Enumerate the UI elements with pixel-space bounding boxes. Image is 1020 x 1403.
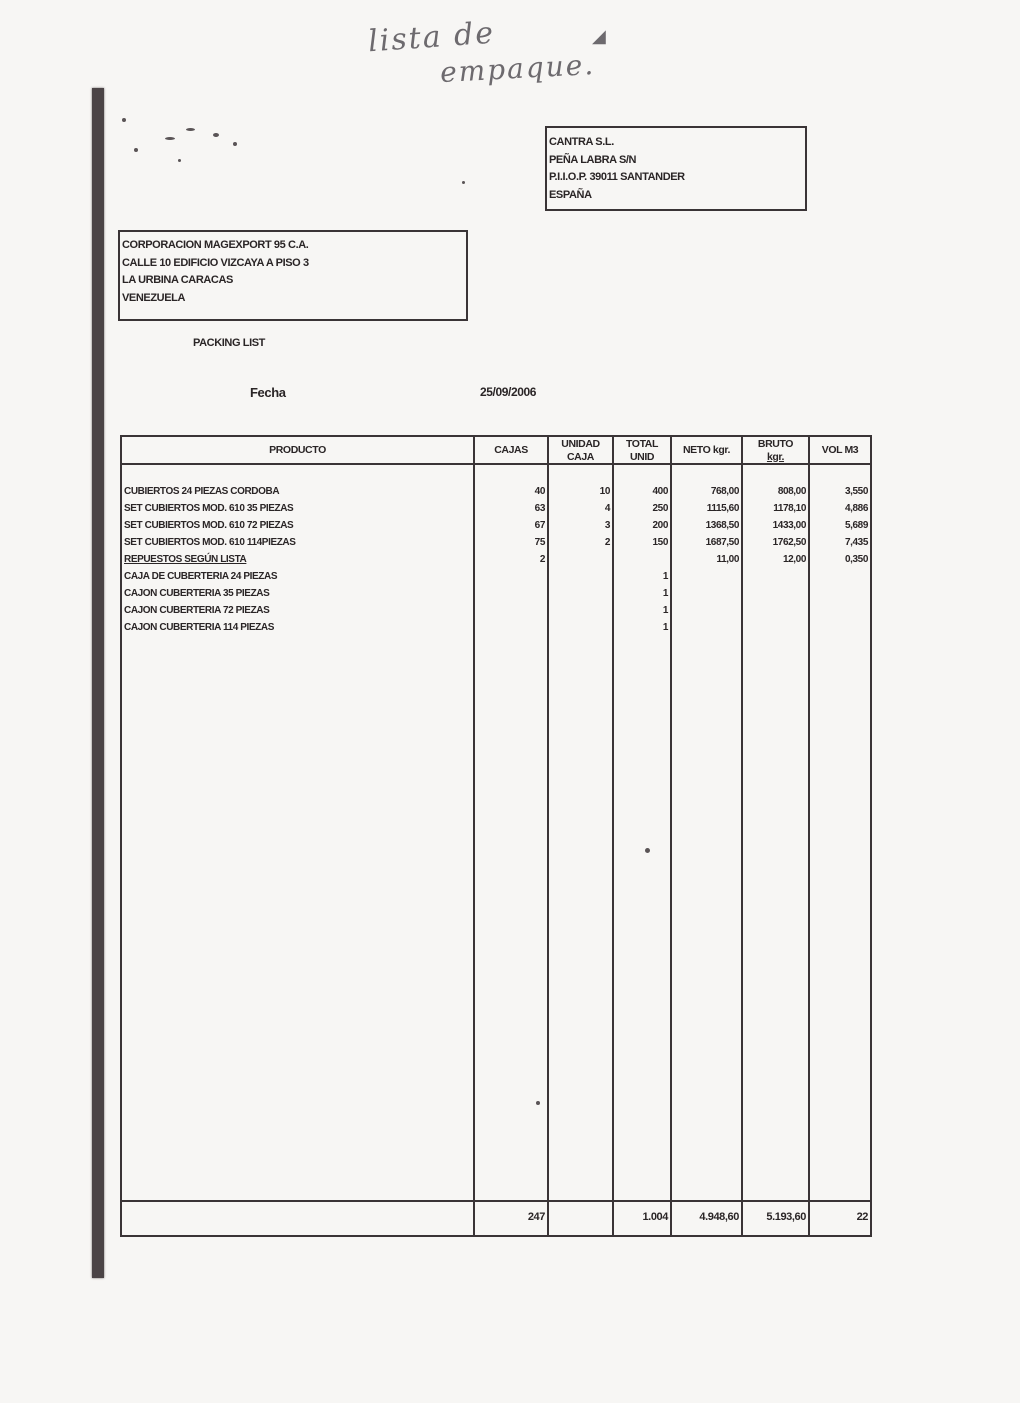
consignee-street: CALLE 10 EDIFICIO VIZCAYA A PISO 3 (122, 256, 309, 269)
scan-speck (186, 128, 195, 131)
header-unidad-label: UNIDAD (561, 437, 600, 450)
date-label: Fecha (250, 385, 286, 400)
total-vol: 22 (856, 1211, 868, 1223)
cell-vol: 5,689 (844, 520, 868, 531)
totals-divider (122, 1200, 870, 1202)
table-row (122, 500, 870, 517)
cell-bruto: 1178,10 (773, 503, 806, 514)
cell-cajas: 63 (534, 503, 545, 514)
cell-total-unid: 1 (662, 588, 668, 599)
header-total-unid (614, 437, 670, 464)
cell-unidad-caja: 3 (604, 520, 610, 531)
header-vol (810, 437, 870, 464)
table-row (122, 602, 870, 619)
total-unid: 1.004 (642, 1211, 668, 1223)
scan-speck (178, 159, 181, 162)
scan-binding-bar (92, 88, 104, 1278)
cell-producto: SET CUBIERTOS MOD. 610 72 PIEZAS (124, 520, 294, 531)
consignee-name: CORPORACION MAGEXPORT 95 C.A. (122, 239, 309, 251)
handwritten-note-line-2: empaque. (439, 47, 596, 90)
cell-neto: 1368,50 (705, 520, 739, 531)
table-row (122, 517, 870, 534)
scan-speck (462, 181, 465, 184)
cell-total-unid: 200 (652, 520, 668, 531)
packing-table (120, 435, 872, 1237)
cell-total-unid: 1 (662, 622, 668, 633)
header-bruto (743, 437, 808, 464)
cell-vol: 3,550 (844, 486, 868, 497)
consignee-city: LA URBINA CARACAS (122, 274, 233, 286)
cell-producto: CAJA DE CUBERTERIA 24 PIEZAS (124, 571, 278, 582)
header-caja-label: CAJA (567, 450, 594, 463)
cell-neto: 1115,60 (706, 503, 739, 514)
cell-total-unid: 400 (652, 486, 668, 497)
pencil-mark-icon: ◢ (592, 26, 606, 46)
date-value: 25/09/2006 (480, 385, 537, 399)
cell-total-unid (614, 551, 668, 568)
handwritten-note-line-1: lista de (366, 15, 497, 60)
cell-producto: REPUESTOS SEGÚN LISTA (124, 554, 247, 565)
table-row (122, 619, 870, 636)
cell-unidad-caja (549, 551, 610, 568)
cell-total-unid: 150 (652, 537, 668, 548)
cell-producto: SET CUBIERTOS MOD. 610 35 PIEZAS (124, 503, 294, 514)
supplier-name: CANTRA S.L. (549, 136, 614, 148)
header-unid-label: UNID (629, 450, 655, 463)
cell-neto: 768,00 (710, 486, 739, 497)
cell-neto: 1687,50 (705, 537, 739, 548)
header-cajas (475, 437, 547, 464)
cell-vol: 0,350 (844, 554, 868, 565)
header-unidad-caja (549, 437, 612, 464)
table-row (122, 551, 870, 568)
document-title: PACKING LIST (193, 337, 265, 349)
consignee-country: VENEZUELA (122, 291, 186, 304)
supplier-address-box (545, 126, 807, 211)
cell-unidad-caja: 4 (604, 503, 610, 514)
supplier-country: ESPAÑA (549, 188, 592, 201)
table-row (122, 483, 870, 500)
cell-producto: CAJON CUBERTERIA 114 PIEZAS (124, 622, 274, 633)
header-kgr-label: kgr. (766, 450, 785, 463)
header-bruto-label: BRUTO (757, 437, 794, 450)
header-vol-label: VOL M3 (821, 444, 859, 456)
cell-unidad-caja: 2 (604, 537, 610, 548)
scan-speck (165, 137, 175, 140)
cell-total-unid: 250 (652, 503, 668, 514)
cell-bruto: 12,00 (782, 554, 806, 565)
cell-producto: CUBIERTOS 24 PIEZAS CORDOBA (124, 486, 280, 497)
table-row (122, 534, 870, 551)
table-row (122, 585, 870, 602)
total-neto: 4.948,60 (699, 1211, 739, 1223)
header-neto-label: NETO kgr. (683, 444, 730, 456)
header-producto-label: PRODUCTO (269, 444, 326, 456)
cell-cajas: 2 (539, 554, 545, 565)
cell-producto: SET CUBIERTOS MOD. 610 114PIEZAS (124, 537, 296, 548)
cell-vol: 4,886 (844, 503, 868, 514)
cell-producto: CAJON CUBERTERIA 35 PIEZAS (124, 588, 270, 599)
cell-total-unid: 1 (662, 605, 668, 616)
cell-vol: 7,435 (844, 537, 868, 548)
cell-bruto: 1762,50 (772, 537, 806, 548)
header-producto (122, 437, 473, 464)
cell-neto: 11,00 (716, 554, 739, 565)
scan-speck (233, 142, 237, 146)
cell-cajas: 75 (534, 537, 545, 548)
scan-speck (134, 148, 138, 152)
total-cajas: 247 (527, 1211, 545, 1223)
cell-cajas: 40 (534, 486, 545, 497)
totals-row (122, 1209, 870, 1227)
cell-bruto: 1433,00 (772, 520, 806, 531)
supplier-street: PEÑA LABRA S/N (549, 153, 637, 166)
total-bruto: 5.193,60 (766, 1211, 806, 1223)
consignee-address-box (118, 230, 468, 321)
cell-producto: CAJON CUBERTERIA 72 PIEZAS (124, 605, 270, 616)
scan-speck (213, 133, 219, 137)
header-total-label: TOTAL (625, 437, 659, 450)
cell-bruto: 808,00 (777, 486, 806, 497)
supplier-city: P.I.I.O.P. 39011 SANTANDER (549, 171, 685, 183)
header-cajas-label: CAJAS (494, 444, 528, 456)
scan-speck (122, 118, 126, 122)
header-neto (672, 437, 741, 464)
cell-unidad-caja: 10 (599, 486, 610, 497)
table-row (122, 568, 870, 585)
cell-total-unid: 1 (662, 571, 668, 582)
cell-cajas: 67 (534, 520, 545, 531)
